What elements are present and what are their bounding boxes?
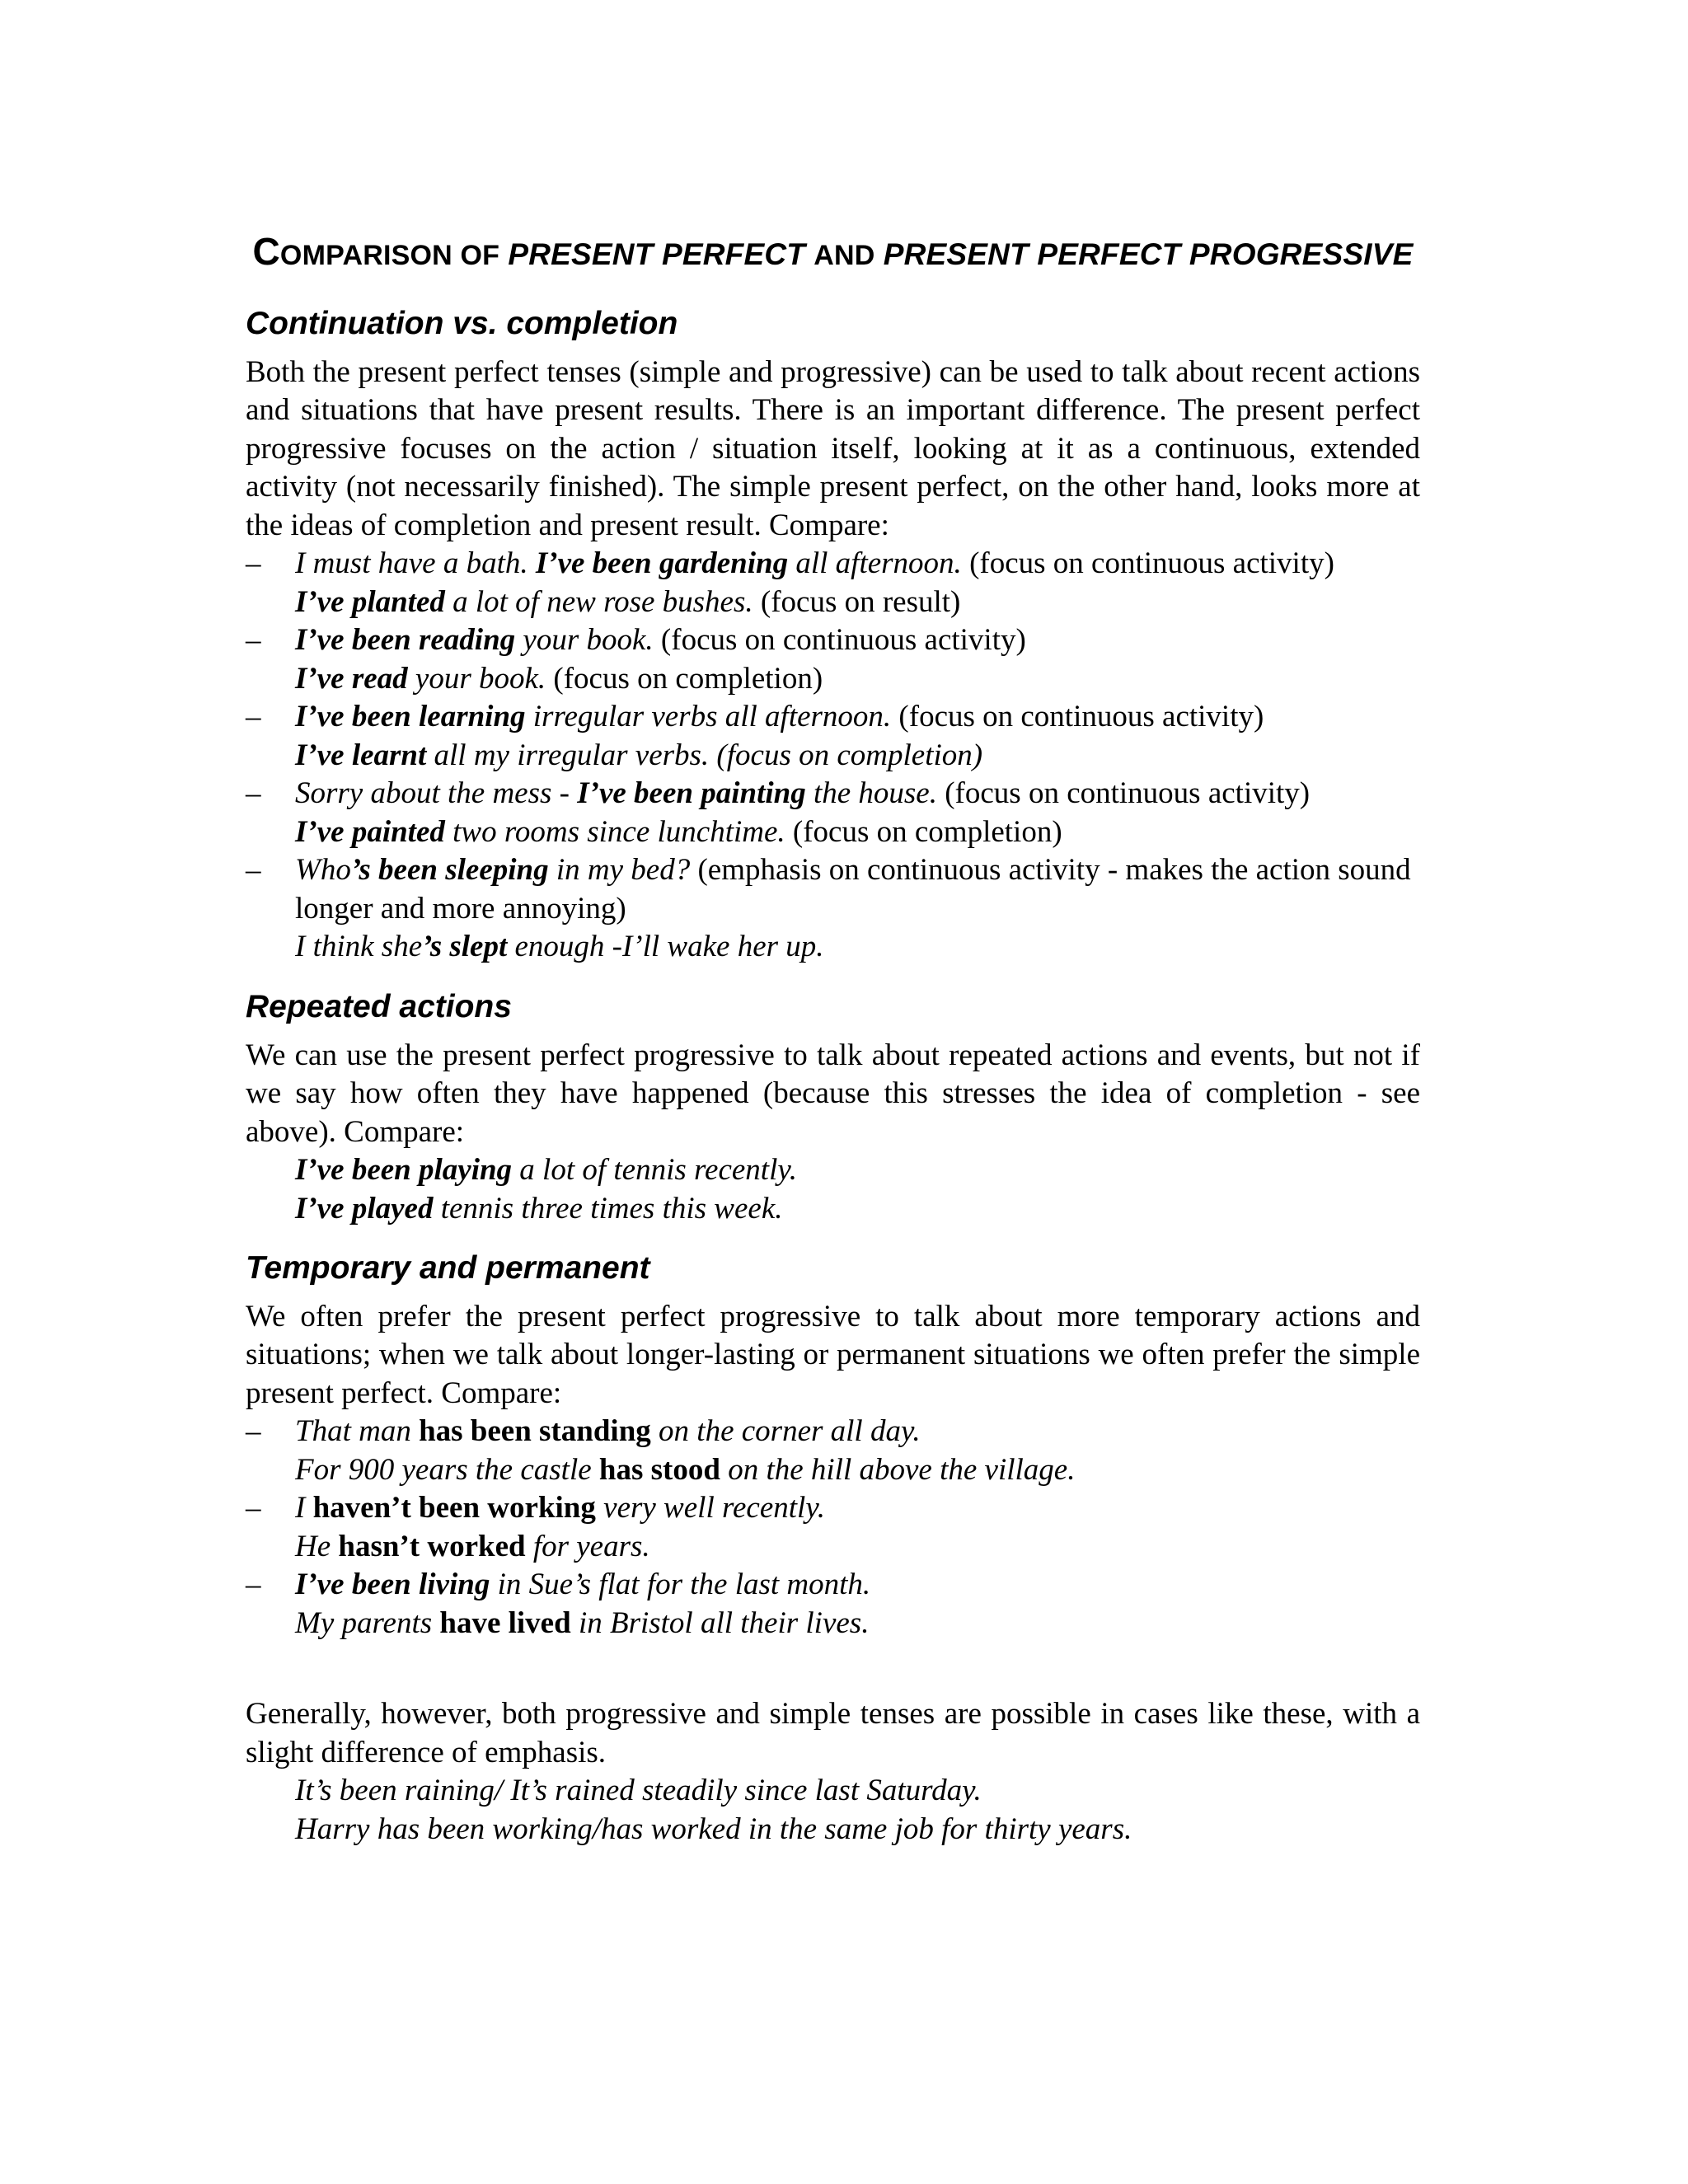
example-verb: haven’t been working <box>312 1491 596 1526</box>
list-item <box>246 1413 1420 1489</box>
example-text: My parents <box>295 1605 440 1640</box>
example-text: for years. <box>525 1529 650 1563</box>
example-note: (focus on continuous activity) <box>936 776 1311 811</box>
example-text: in my bed? <box>548 853 691 888</box>
example-note: (focus on continuous activity) <box>891 700 1264 734</box>
example-text: on the hill above the village. <box>720 1452 1076 1487</box>
section-paragraph: Both the present perfect tenses (simple and progressive) can be used to talk about recent actions and situations that have present results. There is an important difference. The present perfect progressive focuses on the action / situation itself, looking at it as a continuous, extended activity (not necessarily finished). The simple present perfect, on the other hand, looks more at the ideas of completion and present result. Compare: <box>246 354 1420 542</box>
spacer <box>246 1664 1420 1695</box>
example-text: very well recently. <box>595 1491 825 1526</box>
example-text: a lot of new rose bushes. <box>444 584 753 619</box>
example-line <box>295 621 1420 660</box>
example-text: enough -I’ll wake her up. <box>507 930 824 964</box>
example-line <box>295 737 1420 776</box>
example-verb: I’ve been living <box>295 1568 490 1602</box>
example-line <box>295 1451 1420 1490</box>
example-text: He <box>295 1529 339 1563</box>
section-paragraph: We often prefer the present perfect progressive to talk about more temporary actions and situations; when we talk about longer-lasting or permanent situations we often prefer the simple present perfect. Compare: <box>246 1299 1420 1410</box>
example-verb: ’s slept <box>422 930 508 964</box>
page-title <box>246 229 1420 274</box>
example-line <box>295 1566 1420 1605</box>
example-verb: hasn’t worked <box>338 1529 526 1563</box>
section-continuation-vs-completion <box>246 305 1420 967</box>
section-heading: Repeated actions <box>246 988 512 1024</box>
example-verb: have lived <box>439 1605 571 1640</box>
example-verb: I’ve been learning <box>295 700 526 734</box>
example-verb: has been standing <box>419 1414 651 1449</box>
title-part-comparison-of: OMPARISON OF <box>279 240 500 271</box>
example-verb: ’s been sleeping <box>350 853 549 888</box>
example-text: That man <box>295 1414 420 1449</box>
example-text: It’s been raining/ It’s rained steadily since last Saturday. <box>295 1774 982 1808</box>
section-closing <box>246 1695 1420 1849</box>
example-line <box>295 1772 1420 1811</box>
title-part-present-perfect: PRESENT PERFECT <box>508 237 806 271</box>
example-text: Sorry about the mess - <box>295 776 578 811</box>
list-item <box>246 698 1420 775</box>
example-line <box>295 660 1420 699</box>
list-item <box>246 851 1420 967</box>
example-line <box>295 1811 1420 1849</box>
example-line <box>295 1605 1420 1643</box>
example-verb: I’ve played <box>295 1191 434 1226</box>
list-item <box>246 1566 1420 1643</box>
title-initial: C <box>252 230 280 273</box>
example-text: I must have a bath. <box>295 546 536 581</box>
example-note: (focus on result) <box>753 584 961 619</box>
example-line <box>295 1489 1420 1528</box>
closing-paragraph: Generally, however, both progressive and simple tenses are possible in cases like these, with a slight difference of emphasis. <box>246 1697 1420 1769</box>
example-verb: I’ve been painting <box>577 776 806 811</box>
example-verb: I’ve painted <box>295 814 445 849</box>
example-text: Harry has been working/has worked in the same job for thirty years. <box>295 1811 1132 1846</box>
example-list <box>246 545 1420 967</box>
example-note: (focus on continuous activity) <box>653 623 1026 658</box>
example-text: in Sue’s flat for the last month. <box>490 1568 871 1602</box>
example-line <box>295 1528 1420 1567</box>
example-line <box>295 545 1420 583</box>
example-verb: I’ve read <box>295 661 408 696</box>
example-verb: I’ve planted <box>295 584 445 619</box>
example-text: on the corner all day. <box>650 1414 921 1449</box>
list-item <box>246 545 1420 621</box>
example-text: your book. <box>407 661 546 696</box>
example-note: (focus on continuous activity) <box>961 546 1334 581</box>
example-text: For 900 years the castle <box>295 1452 599 1487</box>
example-text: your book. <box>515 623 654 658</box>
example-line <box>295 928 1420 967</box>
example-line <box>295 583 1420 622</box>
example-verb: I’ve been playing <box>295 1153 513 1188</box>
example-line <box>295 1190 1420 1229</box>
list-item <box>246 775 1420 851</box>
example-text: I <box>295 1491 313 1526</box>
example-note: (emphasis on continuous activity - makes the action sound longer and more annoying) <box>295 853 1411 926</box>
example-line <box>295 698 1420 737</box>
example-text: all afternoon. <box>788 546 962 581</box>
title-part-and: AND <box>814 240 875 271</box>
example-text: two rooms since lunchtime. <box>444 814 785 849</box>
example-text: tennis three times this week. <box>433 1191 783 1226</box>
list-item <box>246 621 1420 698</box>
example-text: in Bristol all their lives. <box>570 1605 870 1640</box>
example-line <box>295 1151 1420 1190</box>
section-heading: Temporary and permanent <box>246 1250 650 1286</box>
example-text: all my irregular verbs. (focus on completion) <box>426 738 983 772</box>
example-text: the house. <box>805 776 937 811</box>
section-temporary-and-permanent <box>246 1249 1420 1643</box>
example-note: (focus on completion) <box>546 661 823 696</box>
example-block <box>246 1151 1420 1228</box>
section-heading: Continuation vs. completion <box>246 306 678 341</box>
section-repeated-actions <box>246 988 1420 1228</box>
example-note: (focus on completion) <box>785 814 1062 849</box>
list-item <box>246 1489 1420 1566</box>
example-block <box>246 1772 1420 1849</box>
example-verb: has stood <box>598 1452 720 1487</box>
example-text: a lot of tennis recently. <box>512 1153 798 1188</box>
example-verb: I’ve learnt <box>295 738 427 772</box>
title-part-present-perfect-progressive: PRESENT PERFECT PROGRESSIVE <box>883 237 1414 271</box>
example-line <box>295 813 1420 852</box>
example-text: irregular verbs all afternoon. <box>525 700 892 734</box>
example-line <box>295 775 1420 813</box>
example-text: Who <box>295 853 351 888</box>
example-verb: I’ve been gardening <box>535 546 789 581</box>
section-paragraph: We can use the present perfect progressive to talk about repeated actions and events, but not if we say how often they have happened (because this stresses the idea of completion - see above). Compare: <box>246 1038 1420 1149</box>
example-line <box>295 1413 1420 1451</box>
example-line <box>295 851 1420 928</box>
example-verb: I’ve been reading <box>295 623 516 658</box>
example-list <box>246 1413 1420 1643</box>
example-text: I think she <box>295 930 423 964</box>
